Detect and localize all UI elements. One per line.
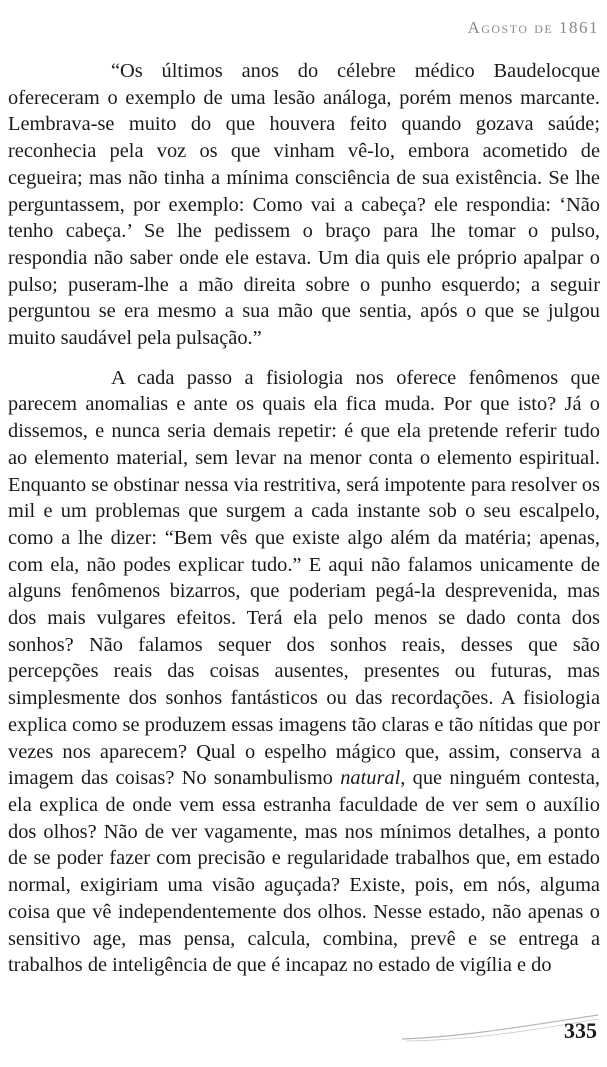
page-number: 335 — [564, 1018, 597, 1043]
page-body — [8, 58, 600, 979]
paragraph-text-end: , que ninguém contesta, ela explica de onde vem essa estranha faculdade de ver sem o auxílio dos olhos? Não de ver vagamente, mas nos mínimos detalhes, a ponto de se poder fazer com precisão e regularidade trabalhos que, em estado normal, exigiriam uma visão aguçada? Existe, pois, em nós, alguma coisa que vê independentemente dos olhos. Nesse estado, não apenas o sensitivo age, mas pensa, calcula, combina, prevê e se entrega a trabalhos de inteligência de que é incapaz no estado de vigília e do — [8, 767, 600, 977]
quote-paragraph: “Os últimos anos do célebre médico Baudelocque ofereceram o exemplo de uma lesão análoga, porém menos marcante. Lembrava-se muito do que houvera feito quando gozava saúde; reconhecia pela voz os que vinham vê-lo, embora acometido de cegueira; mas não tinha a mínima consciência de sua existência. Se lhe perguntassem, por exemplo: Como vai a cabeça? ele respondia: ‘Não tenho cabeça.’ Se lhe pedissem o braço para lhe tomar o pulso, respondia não saber onde ele estava. Um dia quis ele próprio apalpar o pulso; puseram-lhe a mão direita sobre o punho esquerdo; a seguir perguntou se era mesmo a sua mão que sentia, após o que se julgou muito saudável pela pulsação.” — [8, 60, 600, 350]
page-footer — [0, 1007, 607, 1067]
italic-word: natural — [340, 767, 401, 790]
paragraph-text-start: A cada passo a fisiologia nos oferece fenômenos que parecem anomalias e ante os quais ela fica muda. Por que isto? Já o dissemos, e nunca seria demais repetir: é que ela pretende referir tudo ao elemento material, sem levar na menor conta o elemento espiritual. Enquanto se obstinar nessa via restritiva, será impotente para resolver os mil e um problemas que surgem a cada instante sob o seu escalpelo, como a lhe dizer: “Bem vês que existe algo além da matéria; apenas, com ela, não podes explicar tudo.” E aqui não falamos unicamente de alguns fenômenos bizarros, que poderiam pegá-la desprevenida, mas dos mais vulgares efeitos. Terá ela pelo menos se dado conta dos sonhos? Não falamos sequer dos sonhos reais, desses que são percepções reais das coisas ausentes, presentes ou futuras, mas simplesmente dos sonhos fantásticos ou das recordações. A fisiologia explica como se produzem essas imagens tão claras e tão nítidas que por vezes nos aparecem? Qual o espelho mágico que, assim, conserva a imagem das coisas? No sonambulismo — [8, 366, 600, 790]
running-header: Agosto de 1861 — [467, 18, 599, 37]
body-paragraph — [8, 365, 600, 979]
